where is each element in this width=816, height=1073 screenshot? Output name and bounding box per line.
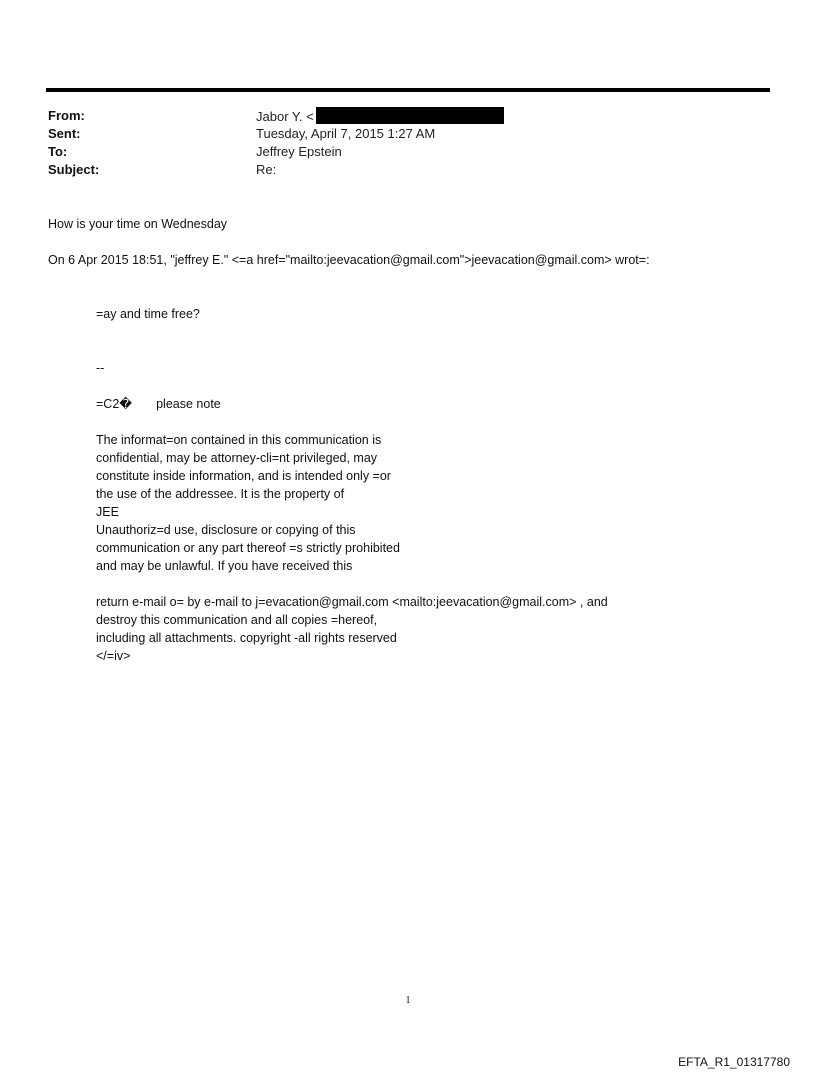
- return-line: including all attachments. copyright -all rights reserved: [96, 631, 397, 645]
- disclaimer-line: Unauthoriz=d use, disclosure or copying of this: [96, 523, 356, 537]
- from-label: From:: [48, 108, 85, 123]
- return-line: </=iv>: [96, 649, 131, 663]
- to-label: To:: [48, 144, 68, 159]
- disclaimer-line: confidential, may be attorney-cli=nt privileged, may: [96, 451, 378, 465]
- quote-intro: On 6 Apr 2015 18:51, "jeffrey E." <=a href="mailto:jeevacation@gmail.com">jeevacation@gmail.com> wrot=:: [48, 253, 650, 267]
- signature-separator: --: [96, 361, 105, 375]
- sent-label: Sent:: [48, 126, 81, 141]
- page-number: 1: [405, 995, 411, 1006]
- document-id: EFTA_R1_01317780: [678, 1055, 790, 1069]
- sent-value: Tuesday, April 7, 2015 1:27 AM: [256, 126, 436, 141]
- subject-value: Re:: [256, 162, 277, 177]
- sender-name: Jabor Y. <: [256, 109, 314, 124]
- from-value: [256, 107, 504, 126]
- disclaimer-line: communication or any part thereof =s strictly prohibited: [96, 541, 400, 555]
- encoded-prefix: =C2�: [96, 397, 133, 411]
- message-opening: How is your time on Wednesday: [48, 217, 228, 231]
- disclaimer-line: The informat=on contained in this communication is: [96, 433, 382, 447]
- note-line: [96, 395, 221, 413]
- disclaimer-paragraph: [96, 431, 400, 575]
- header-divider: [46, 88, 770, 92]
- disclaimer-line: and may be unlawful. If you have received this: [96, 559, 353, 573]
- return-paragraph: [96, 593, 608, 665]
- quoted-question: =ay and time free?: [96, 307, 200, 321]
- disclaimer-line: constitute inside information, and is intended only =or: [96, 469, 391, 483]
- disclaimer-line: JEE: [96, 505, 119, 519]
- subject-label: Subject:: [48, 162, 100, 177]
- disclaimer-line: the use of the addressee. It is the property of: [96, 487, 345, 501]
- to-value: Jeffrey Epstein: [256, 144, 342, 159]
- redaction-box: [316, 107, 504, 124]
- note-text: please note: [156, 397, 221, 411]
- return-line: return e-mail o= by e-mail to j=evacation@gmail.com <mailto:jeevacation@gmail.com> , and: [96, 595, 608, 609]
- return-line: destroy this communication and all copies =hereof,: [96, 613, 378, 627]
